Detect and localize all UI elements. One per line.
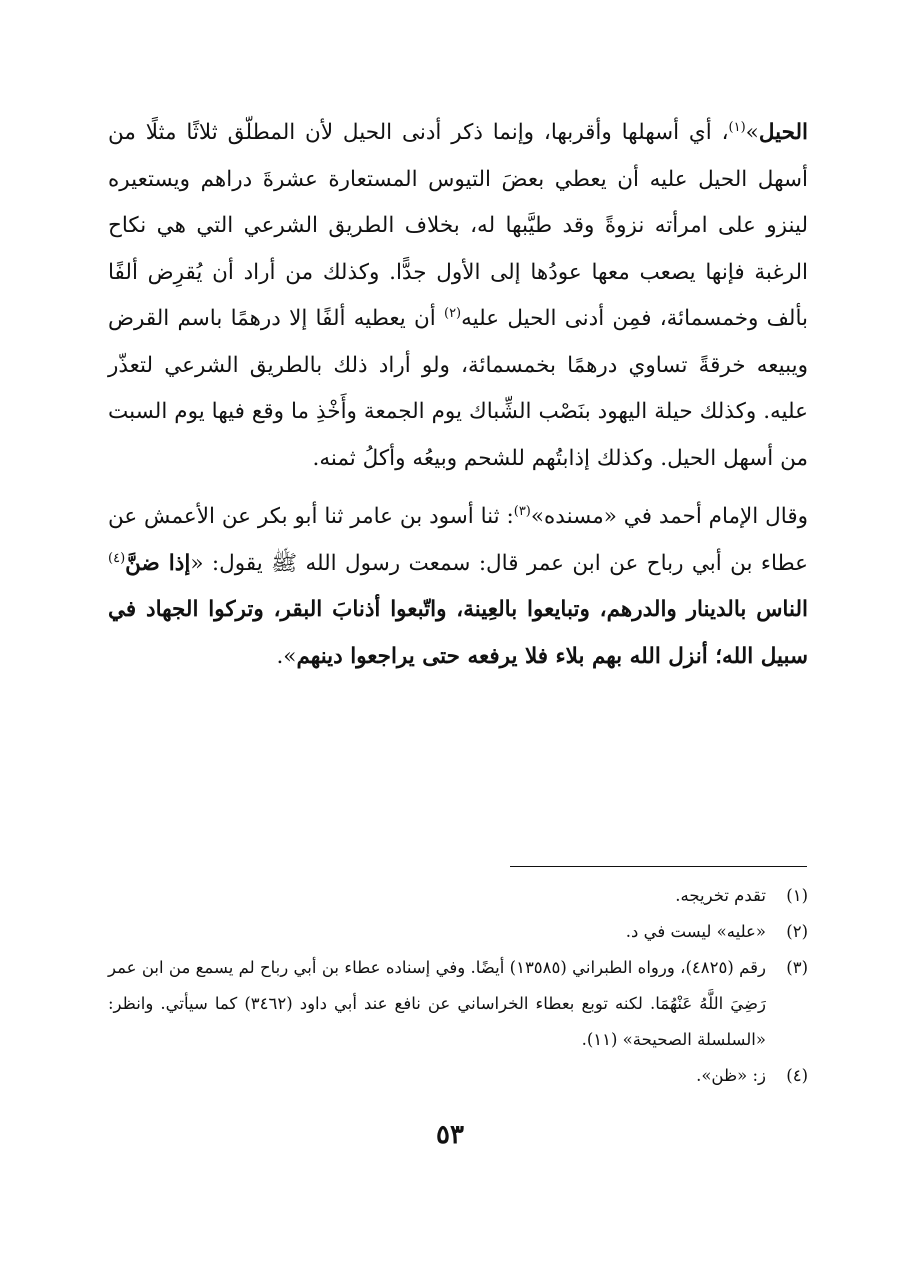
footnote-separator xyxy=(510,866,807,867)
page-number: ٥٣ xyxy=(436,1120,464,1150)
footnote-number: (٢) xyxy=(786,922,808,941)
footnote-text: تقدم تخريجه. xyxy=(675,886,766,905)
paragraph-1-text-a: ، أي أسهلها وأقربها، وإنما ذكر أدنى الحيل لأن المطلّق ثلاثًا مثلًا من أسهل الحيل عليه أن يعطي بعضَ التيوس المستعارة عشرةَ دراهم ويستعيره لينزو على امرأته نزوةً وقد طيَّبها له، بخلاف الطريق الشرعي التي هي نكاح الرغبة فإنها يصعب معها عودُها إلى الأول جدًّا. وكذلك من أراد أن يُقرِض ألفًا بألف وخمسمائة، فمِن أدنى الحيل عليه xyxy=(108,120,809,331)
hadith-text-b: الناس بالدينار والدرهم، وتبايعوا بالعِينة، واتّبعوا أذنابَ البقر، وتركوا الجهاد في سبيل الله؛ أنزل الله بهم بلاء فلا يرفعه حتى يراجعوا دينهم xyxy=(108,597,808,669)
closing-quote: ». xyxy=(276,643,297,669)
paragraph-1 xyxy=(108,110,808,482)
paragraph-2 xyxy=(108,494,808,680)
paragraph-1-text-b: أن يعطيه ألفًا إلا درهمًا باسم القرض ويبيعه خرقةً تساوي درهمًا بخمسمائة، ولو أراد ذلك بالطريق الشرعي لتعذّر عليه. وكذلك حيلة اليهود بنَصْب الشِّباك يوم الجمعة وأَخْذِ ما وقع فيها يوم السبت من أسهل الحيل. وكذلك إذابتُهم للشحم وبيعُه وأكلُ ثمنه. xyxy=(108,306,808,471)
footnote-text: رقم (٤٨٢٥)، ورواه الطبراني (١٣٥٨٥) أيضًا. وفي إسناده عطاء بن أبي رباح لم يسمع من ابن عمر رَضِيَ اللَّهُ عَنْهُمَا. لكنه توبع بعطاء الخراساني عن نافع عند أبي داود (٣٤٦٢) كما سيأتي. وانظر: «السلسلة الصحيحة» (١١). xyxy=(108,958,766,1049)
closing-quote: » xyxy=(745,120,759,145)
footnote-number: (١) xyxy=(786,886,808,905)
footnotes xyxy=(108,878,808,1094)
paragraph-2-text-b: : ثنا أسود بن عامر ثنا أبو بكر عن الأعمش عن عطاء بن أبي رباح عن ابن عمر قال: سمعت رسول الله ﷺ يقول: « xyxy=(108,504,808,576)
footnote-item xyxy=(108,1058,808,1094)
footnote-item xyxy=(108,878,808,914)
footnote-item xyxy=(108,950,808,1058)
footnote-text: ز: «ظن». xyxy=(696,1066,766,1085)
paragraph-2-text-a: وقال الإمام أحمد في «مسنده» xyxy=(530,504,808,529)
quoted-term: الحيل xyxy=(758,120,808,145)
footnote-number: (٤) xyxy=(786,1066,808,1085)
hadith-text-a: إذا ضنَّ xyxy=(125,550,191,576)
footnote-ref-4[interactable]: (٤) xyxy=(108,550,126,566)
footnote-item xyxy=(108,914,808,950)
footnote-number: (٣) xyxy=(786,958,808,977)
footnote-ref-1[interactable]: (١) xyxy=(728,119,746,135)
main-text xyxy=(108,110,808,680)
footnote-ref-2[interactable]: (٢) xyxy=(443,305,462,321)
footnote-text: «عليه» ليست في د. xyxy=(625,922,766,941)
footnote-ref-3[interactable]: (٣) xyxy=(513,503,531,519)
